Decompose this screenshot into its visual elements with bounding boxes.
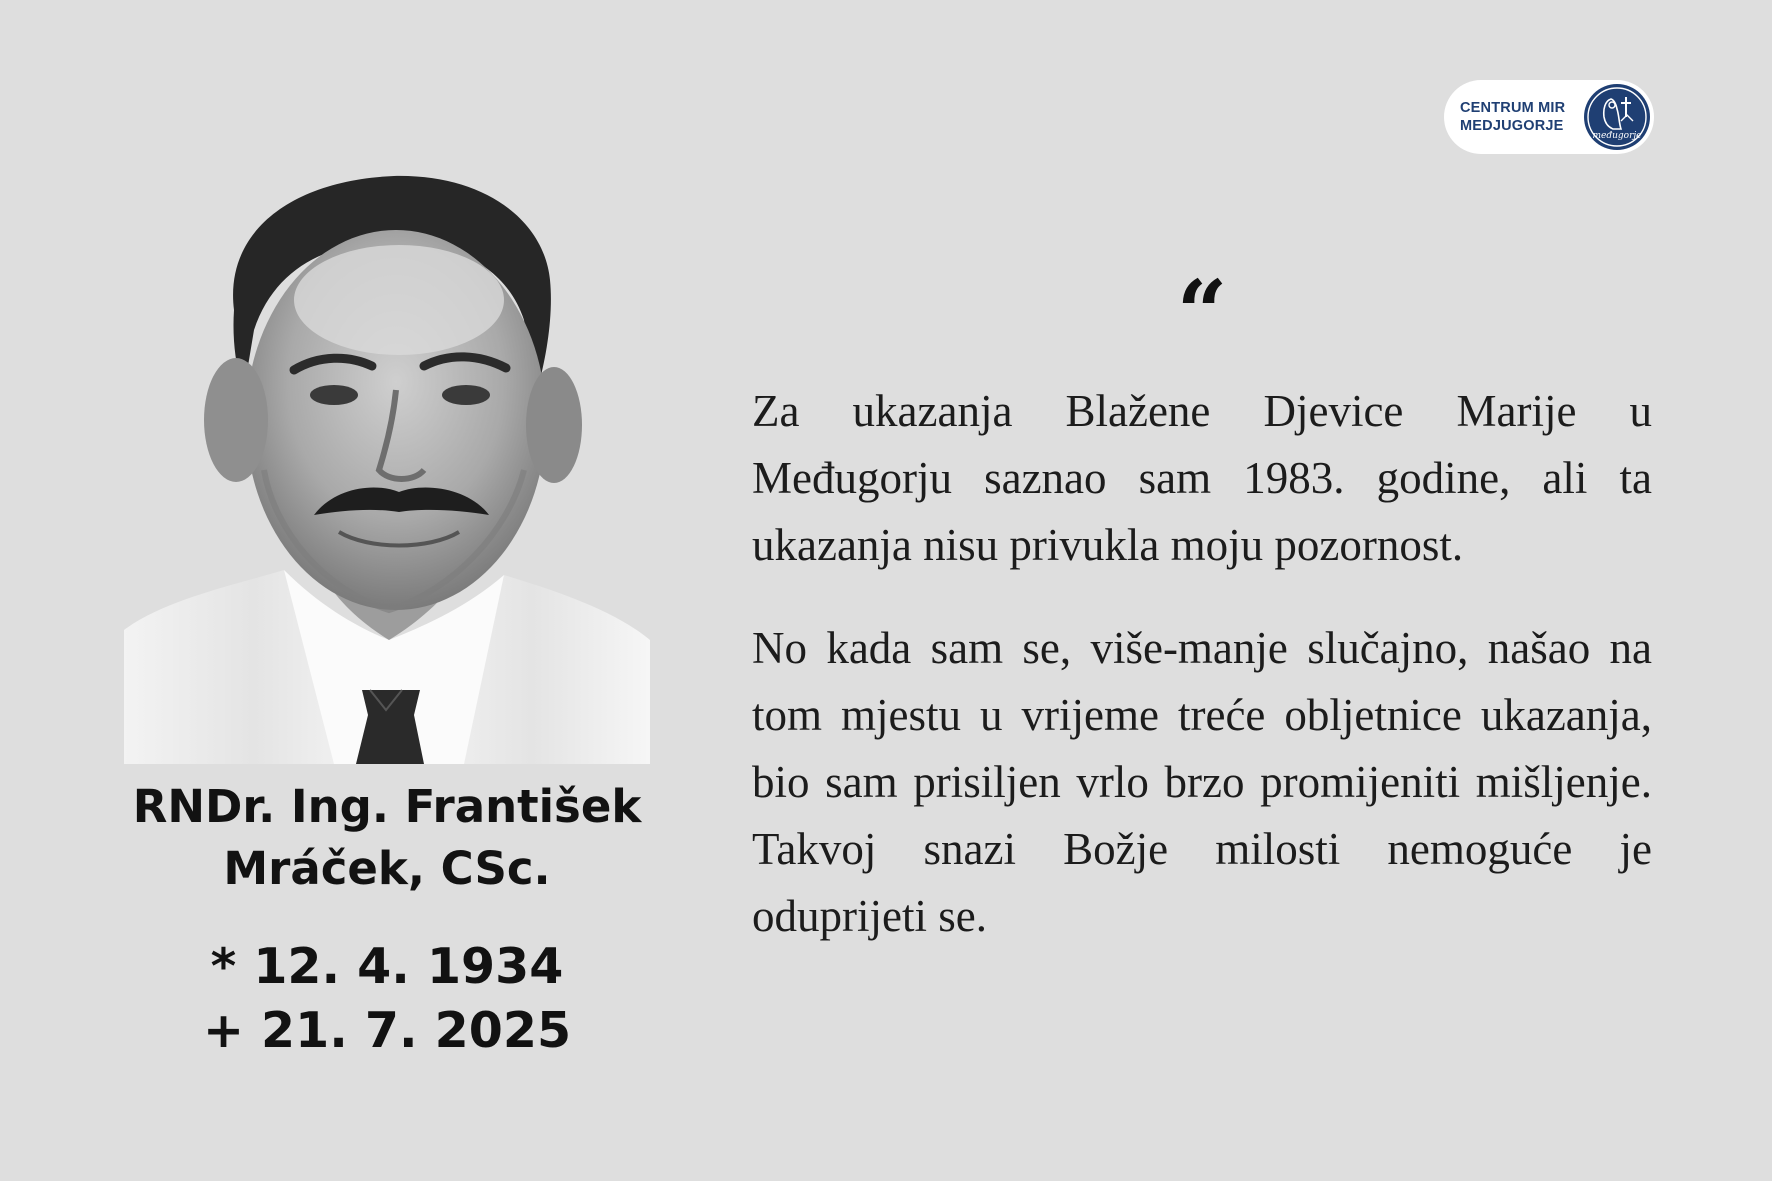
centrum-mir-logo	[1444, 80, 1654, 154]
person-name-line-2: Mráček, CSc.	[223, 842, 551, 895]
logo-line-1: CENTRUM MIR	[1460, 100, 1566, 116]
person-name	[100, 776, 674, 900]
person-name-line-1: RNDr. Ing. František	[132, 780, 642, 833]
quote-paragraph-1: Za ukazanja Blažene Djevice Marije u Međugorju saznao sam 1983. godine, ali ta ukazanja nisu privukla moju pozornost.	[752, 386, 1652, 570]
quote-paragraph-2: No kada sam se, više-manje slučajno, našao na tom mjestu u vrijeme treće obljetnice ukazanja, bio sam prisiljen vrlo brzo promijeniti mišljenje. Takvoj snazi Božje milosti nemoguće je oduprijeti se.	[752, 623, 1652, 941]
emblem-text: međugorje	[1592, 131, 1642, 141]
portrait-photo	[124, 170, 650, 764]
birth-date: * 12. 4. 1934	[210, 938, 564, 995]
quote-mark-icon: “	[1176, 260, 1228, 364]
death-date: + 21. 7. 2025	[202, 1002, 572, 1059]
logo-text	[1460, 99, 1580, 135]
madonna-cross-emblem-icon	[1583, 83, 1651, 151]
life-dates	[100, 935, 674, 1063]
quote-text	[752, 378, 1652, 986]
logo-line-2: MEDJUGORJE	[1460, 118, 1564, 134]
